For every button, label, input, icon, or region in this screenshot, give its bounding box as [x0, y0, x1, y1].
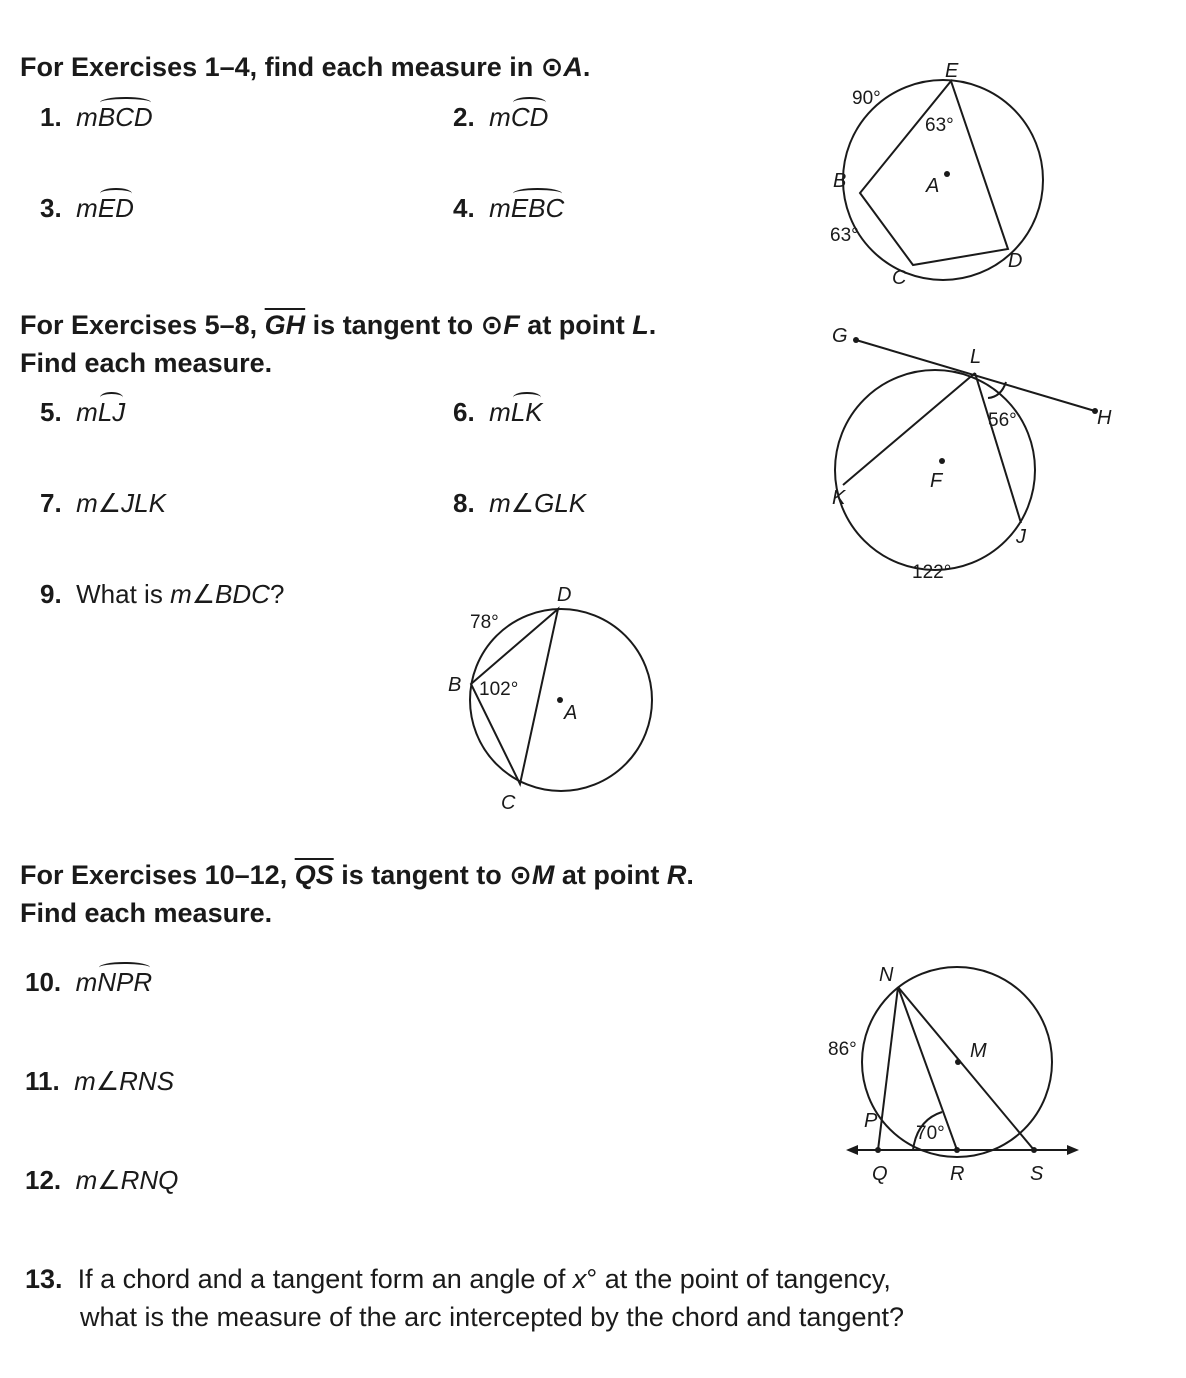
center-point-m — [955, 1059, 961, 1065]
center-point-f — [939, 458, 945, 464]
heading-text: For Exercises 10–12, — [20, 860, 295, 890]
angle-measure-r: 70° — [916, 1123, 945, 1144]
angle-measure-e: 63° — [925, 115, 954, 136]
point-q — [875, 1147, 881, 1153]
arc-measure-bc: 63° — [830, 225, 859, 246]
exercise-number: 6. — [453, 397, 475, 427]
arc-name: NPR — [97, 967, 153, 997]
label-q: Q — [872, 1163, 888, 1185]
center-point-a — [557, 697, 563, 703]
angle-measure: m∠RNQ — [75, 1165, 179, 1195]
exercise-6 — [453, 395, 543, 429]
measure-prefix: m — [76, 397, 98, 427]
question-text: What is — [76, 579, 171, 609]
circle-name: A — [563, 52, 583, 82]
exercise-1 — [40, 100, 153, 134]
label-b: B — [833, 170, 847, 192]
exercise-9 — [40, 577, 284, 611]
question-text: If a chord and a tangent form an angle of — [77, 1264, 573, 1294]
heading-text: For Exercises 5–8, — [20, 310, 265, 340]
exercise-4 — [453, 191, 564, 225]
angle-measure-b: 102° — [479, 679, 519, 700]
point-name: R — [666, 860, 687, 890]
section1-heading — [20, 49, 590, 85]
label-r: R — [950, 1163, 965, 1185]
measure-prefix: m — [76, 102, 98, 132]
label-n: N — [879, 964, 894, 986]
tangent-arrow-left — [846, 1145, 858, 1155]
label-d: D — [1008, 250, 1023, 272]
tangent-segment: $\overline{GH}$ — [264, 310, 306, 340]
label-a: A — [926, 175, 940, 197]
exercise-number: 13. — [25, 1264, 63, 1294]
angle-measure: m∠RNS — [74, 1066, 175, 1096]
figure-circle-f — [820, 318, 1120, 590]
arc-measure-kj: 122° — [912, 562, 952, 583]
label-m: M — [970, 1040, 987, 1062]
question-13-line2: what is the measure of the arc intercepted by the chord and tangent? — [80, 1302, 905, 1332]
heading-period: . — [686, 860, 694, 890]
point-name: L — [632, 310, 649, 340]
variable: x — [572, 1264, 587, 1294]
label-k: K — [832, 487, 846, 509]
label-c: C — [501, 792, 516, 814]
exercise-number: 5. — [40, 397, 62, 427]
label-f: F — [930, 470, 943, 492]
arc-measure-np: 86° — [828, 1039, 857, 1060]
tangent-segment: $\overline{QS}$ — [294, 860, 334, 890]
label-d: D — [557, 584, 572, 606]
angle-measure: m∠BDC — [170, 579, 270, 609]
heading-period: . — [582, 52, 591, 82]
arc-name: CD — [510, 102, 549, 132]
chord-lk — [843, 373, 975, 485]
label-c: C — [892, 267, 907, 289]
circle-symbol: ⊙ — [540, 52, 564, 82]
section2-heading-line2: Find each measure. — [20, 348, 273, 378]
question-mark: ? — [269, 579, 285, 609]
angle-measure-l: 56° — [988, 410, 1017, 431]
section1-heading-text: For Exercises 1–4, find each measure in — [20, 52, 541, 82]
exercise-2 — [453, 100, 548, 134]
question-13 — [25, 1260, 891, 1298]
arc-measure-be: 90° — [852, 88, 881, 109]
figure-circle-a — [820, 50, 1060, 300]
arc-name: BCD — [97, 102, 153, 132]
section4-heading-line2: Find each measure. — [20, 898, 273, 928]
point-s — [1031, 1147, 1037, 1153]
heading-text: at point — [519, 310, 633, 340]
point-r — [954, 1147, 960, 1153]
arc-measure-bd: 78° — [470, 612, 499, 633]
label-p: P — [864, 1110, 878, 1132]
exercise-number: 10. — [25, 967, 62, 997]
exercise-12 — [25, 1163, 178, 1197]
section2-heading — [20, 307, 656, 343]
exercise-number: 3. — [40, 193, 62, 223]
arc-name: LK — [510, 397, 543, 427]
arc-name: LJ — [97, 397, 126, 427]
exercise-number: 7. — [40, 488, 62, 518]
exercise-3 — [40, 191, 134, 225]
label-e: E — [945, 60, 959, 82]
figure-circle-bdc — [440, 580, 670, 820]
exercise-number: 1. — [40, 102, 62, 132]
inscribed-quadrilateral — [860, 81, 1008, 265]
exercise-number: 9. — [40, 579, 62, 609]
question-text: ° at the point of tangency, — [586, 1264, 891, 1294]
heading-period: . — [648, 310, 657, 340]
circle-name: M — [531, 860, 555, 890]
label-s: S — [1030, 1163, 1044, 1185]
arc-name: EBC — [510, 193, 565, 223]
arc-name: ED — [97, 193, 134, 223]
section4-heading — [20, 857, 694, 893]
tangent-arrow-right — [1067, 1145, 1079, 1155]
label-g: G — [832, 325, 848, 347]
circle-name: F — [503, 310, 520, 340]
label-h: H — [1097, 407, 1112, 429]
exercise-11 — [25, 1064, 174, 1098]
exercise-number: 8. — [453, 488, 475, 518]
center-point-a — [944, 171, 950, 177]
figure-circle-m — [820, 955, 1090, 1195]
measure-prefix: m — [489, 397, 511, 427]
exercise-10 — [25, 965, 152, 999]
heading-text: at point — [554, 860, 667, 890]
exercise-8 — [453, 486, 586, 520]
exercise-number: 12. — [25, 1165, 62, 1195]
measure-prefix: m — [75, 967, 98, 997]
angle-measure: m∠JLK — [76, 488, 166, 518]
angle-measure: m∠GLK — [489, 488, 587, 518]
exercise-5 — [40, 395, 125, 429]
label-b: B — [448, 674, 462, 696]
exercise-7 — [40, 486, 166, 520]
label-j: J — [1016, 526, 1026, 548]
exercise-number: 4. — [453, 193, 475, 223]
point-g — [853, 337, 859, 343]
measure-prefix: m — [489, 102, 511, 132]
exercise-number: 2. — [453, 102, 475, 132]
label-l: L — [970, 346, 982, 368]
segment-nq — [878, 987, 898, 1150]
label-a: A — [564, 702, 578, 724]
measure-prefix: m — [489, 193, 511, 223]
measure-prefix: m — [76, 193, 98, 223]
heading-text: is tangent to ⊙ — [333, 860, 532, 890]
exercise-number: 11. — [25, 1066, 60, 1096]
heading-text: is tangent to ⊙ — [305, 310, 504, 340]
